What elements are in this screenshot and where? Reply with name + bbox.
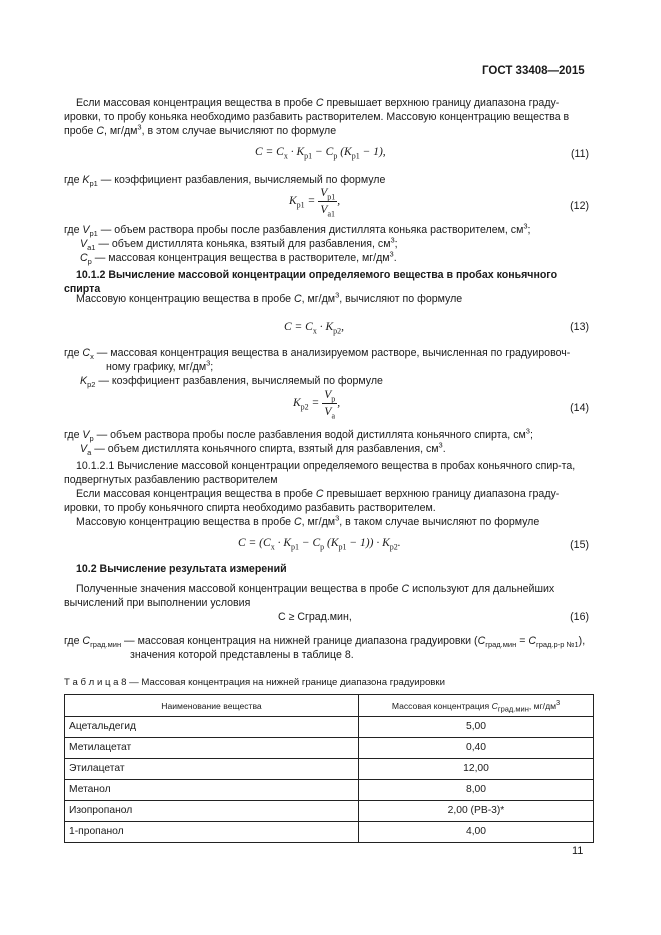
table-row	[65, 717, 594, 738]
where-vp1: где $V_{p1}$ — объем раствора пробы после разбавления дистиллята коньяка растворителем, $см^3$;	[64, 221, 531, 239]
where-kp2: $K_{p2}$ — коэффициент разбавления, вычисляемый по формуле	[80, 375, 383, 390]
where-cx-cont: ному графику, $мг/дм^3$;	[106, 358, 214, 373]
column-header-concentration: Массовая концентрация $C_{град.мин}$, $мг/дм^3$	[359, 695, 594, 717]
formula-15: $C = (C_x \cdot K_{p1} - C_p$ $(K_{p1} - 1)) \cdot K_{p2}$.	[238, 537, 401, 552]
formula-number-11: (11)	[570, 148, 589, 160]
formula-14: $K_{p2}$ = $\frac{V_p}{V_a}$ ,	[293, 389, 341, 421]
table-row	[65, 822, 594, 843]
formula-number-16: (16)	[570, 611, 589, 623]
paragraph-mass-conc-spirit: Массовую концентрацию вещества в пробе С, $мг/дм^3$, вычисляют по формуле	[76, 290, 463, 305]
paragraph-results: Полученные значения массовой концентрации вещества в пробе С используют для дальнейших вычислений при выполнении условия	[64, 583, 555, 609]
table-8	[64, 694, 594, 843]
concentration-value: 0,40	[359, 738, 594, 759]
formula-number-14: (14)	[570, 402, 589, 414]
where-cp: $C_p$ — массовая концентрация вещества в растворителе, $мг/дм^3$.	[80, 249, 397, 267]
table-caption: Т а б л и ц а 8 — Массовая концентрация на нижней границе диапазона градуировки	[64, 677, 445, 688]
where-cgrad: где $C_{град.мин}$ — массовая концентрация на нижней границе диапазона градуировки $(C_{град.мин} = C_{град.р-р №1})$,	[64, 635, 586, 650]
where-cgrad-cont: значения которой представлены в таблице 8.	[130, 649, 354, 661]
substance-name: Метилацетат	[65, 738, 359, 759]
concentration-value: 4,00	[359, 822, 594, 843]
paragraph-dilution-spirit: Если массовая концентрация вещества в пробе С превышает верхнюю границу диапазона граду-ировки, то пробу коньячного спирта необходимо разбавить растворителем.	[64, 488, 560, 514]
paragraph-mass-conc-15: Массовую концентрацию вещества в пробе С, $мг/дм^3$, в таком случае вычисляют по формуле	[76, 513, 540, 528]
where-vp: где $V_p$ — объем раствора пробы после разбавления водой дистиллята коньячного спирта, $см^3$;	[64, 426, 533, 444]
formula-number-15: (15)	[570, 539, 589, 551]
paragraph-10-1-2-1: 10.1.2.1 Вычисление массовой концентрации определяемого вещества в пробах коньячного спир-та, подвергнутых разбавлению растворителем	[64, 460, 576, 486]
table-row	[65, 780, 594, 801]
where-cx: где $C_x$ — массовая концентрация вещества в анализируемом растворе, вычисленная по градуировоч-	[64, 347, 571, 362]
substance-name: Ацетальдегид	[65, 717, 359, 738]
formula-number-13: (13)	[570, 321, 589, 333]
where-va: $V_a$ — объем дистиллята коньячного спирта, взятый для разбавления, $см^3$.	[80, 440, 446, 458]
heading-10-2: 10.2 Вычисление результата измерений	[76, 563, 287, 575]
concentration-value: 12,00	[359, 759, 594, 780]
substance-name: Метанол	[65, 780, 359, 801]
substance-name: Изопропанол	[65, 801, 359, 822]
formula-12: $K_{p1}$ = $\frac{V_{p1}}{V_{a1}}$ ,	[289, 187, 341, 219]
formula-13: $C = C_x \cdot K_{p2}$,	[284, 321, 345, 336]
concentration-value: 5,00	[359, 717, 594, 738]
standard-number: ГОСТ 33408—2015	[482, 65, 585, 77]
table-row	[65, 738, 594, 759]
paragraph-dilution-cognac: Если массовая концентрация вещества в пробе С превышает верхнюю границу диапазона граду-ировки, то пробу коньяка необходимо разбавить растворителем. Массовую концентрацию вещества в пробе С, $мг/дм^3$, в этом случае вычисляют по формуле	[64, 97, 570, 137]
table-row	[65, 801, 594, 822]
page-number: 11	[572, 845, 584, 857]
substance-name: Этилацетат	[65, 759, 359, 780]
substance-name: 1-пропанол	[65, 822, 359, 843]
table-row	[65, 759, 594, 780]
table-header-row	[65, 695, 594, 717]
heading-10-1-2: 10.1.2 Вычисление массовой концентрации определяемого вещества в пробах коньячного спирта	[64, 269, 558, 295]
concentration-value: 2,00 (РВ-3)*	[359, 801, 594, 822]
concentration-value: 8,00	[359, 780, 594, 801]
formula-11: $C = C_x \cdot K_{p1} - C_p$ $(K_{p1} - 1)$,	[255, 146, 386, 161]
formula-number-12: (12)	[570, 200, 589, 212]
column-header-substance: Наименование вещества	[65, 695, 359, 717]
formula-16: С ≥ Сград.мин,	[278, 611, 352, 623]
where-va1: $V_{a1}$ — объем дистиллята коньяка, взятый для разбавления, $см^3$;	[80, 235, 398, 253]
where-kp1: где $K_{p1}$ — коэффициент разбавления, вычисляемый по формуле	[64, 174, 386, 189]
